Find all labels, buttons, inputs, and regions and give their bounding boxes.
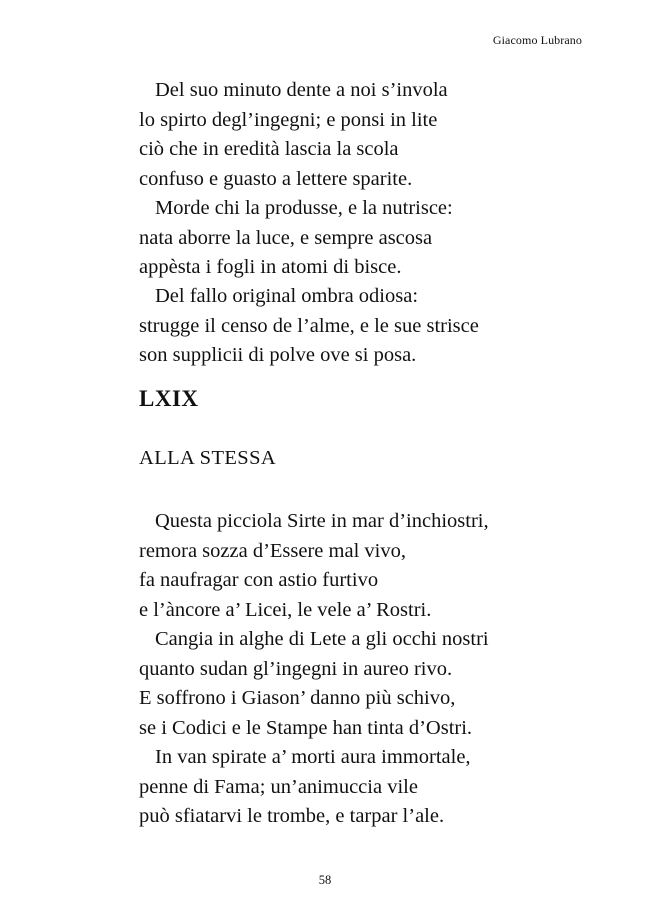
- verse-line: confuso e guasto a lettere sparite.: [139, 167, 413, 190]
- verse-line: Del fallo original ombra odiosa:: [155, 285, 419, 307]
- poem-stanza-1: [139, 507, 599, 625]
- verse-line: E soffrono i Giason’ danno più schivo,: [139, 687, 456, 709]
- verse-line: fa naufragar con astio furtivo: [139, 569, 379, 591]
- verse-line: strugge il censo de l’alme, e le sue strisce: [139, 314, 479, 337]
- poem-number: LXIX: [139, 386, 199, 411]
- running-head-author: Giacomo Lubrano: [492, 33, 582, 47]
- previous-poem-stanza-2: [139, 194, 599, 283]
- verse-line: Del suo minuto dente a noi s’invola: [155, 79, 448, 101]
- verse-line: Questa picciola Sirte in mar d’inchiostri,: [155, 510, 489, 532]
- verse-line: penne di Fama; un’animuccia vile: [139, 775, 418, 798]
- verse-line: nata aborre la luce, e sempre ascosa: [139, 226, 433, 249]
- previous-poem-stanza-3: [139, 282, 599, 371]
- verse-line: Cangia in alghe di Lete a gli occhi nostri: [155, 628, 489, 650]
- verse-line: ciò che in eredità lascia la scola: [139, 138, 399, 160]
- verse-line: Morde chi la produsse, e la nutrisce:: [155, 197, 453, 219]
- verse-line: son supplicii di polve ove si posa.: [139, 344, 417, 366]
- verse-line: lo spirto degl’ingegni; e ponsi in lite: [139, 108, 438, 131]
- previous-poem-stanza-1: [139, 76, 599, 194]
- poem-stanza-3: [139, 743, 599, 832]
- verse-line: remora sozza d’Essere mal vivo,: [139, 539, 406, 562]
- verse-line: appèsta i fogli in atomi di bisce.: [139, 256, 402, 278]
- verse-line: In van spirate a’ morti aura immortale,: [155, 746, 471, 768]
- verse-line: può sfiatarvi le trombe, e tarpar l’ale.: [139, 805, 445, 827]
- poem-stanza-2: [139, 625, 599, 743]
- poem-title: ALLA STESSA: [139, 447, 277, 469]
- page-number: 58: [318, 873, 332, 887]
- verse-line: quanto sudan gl’ingegni in aureo rivo.: [139, 657, 453, 680]
- verse-line: se i Codici e le Stampe han tinta d’Ostri.: [139, 716, 473, 739]
- verse-line: e l’àncore a’ Licei, le vele a’ Rostri.: [139, 598, 432, 621]
